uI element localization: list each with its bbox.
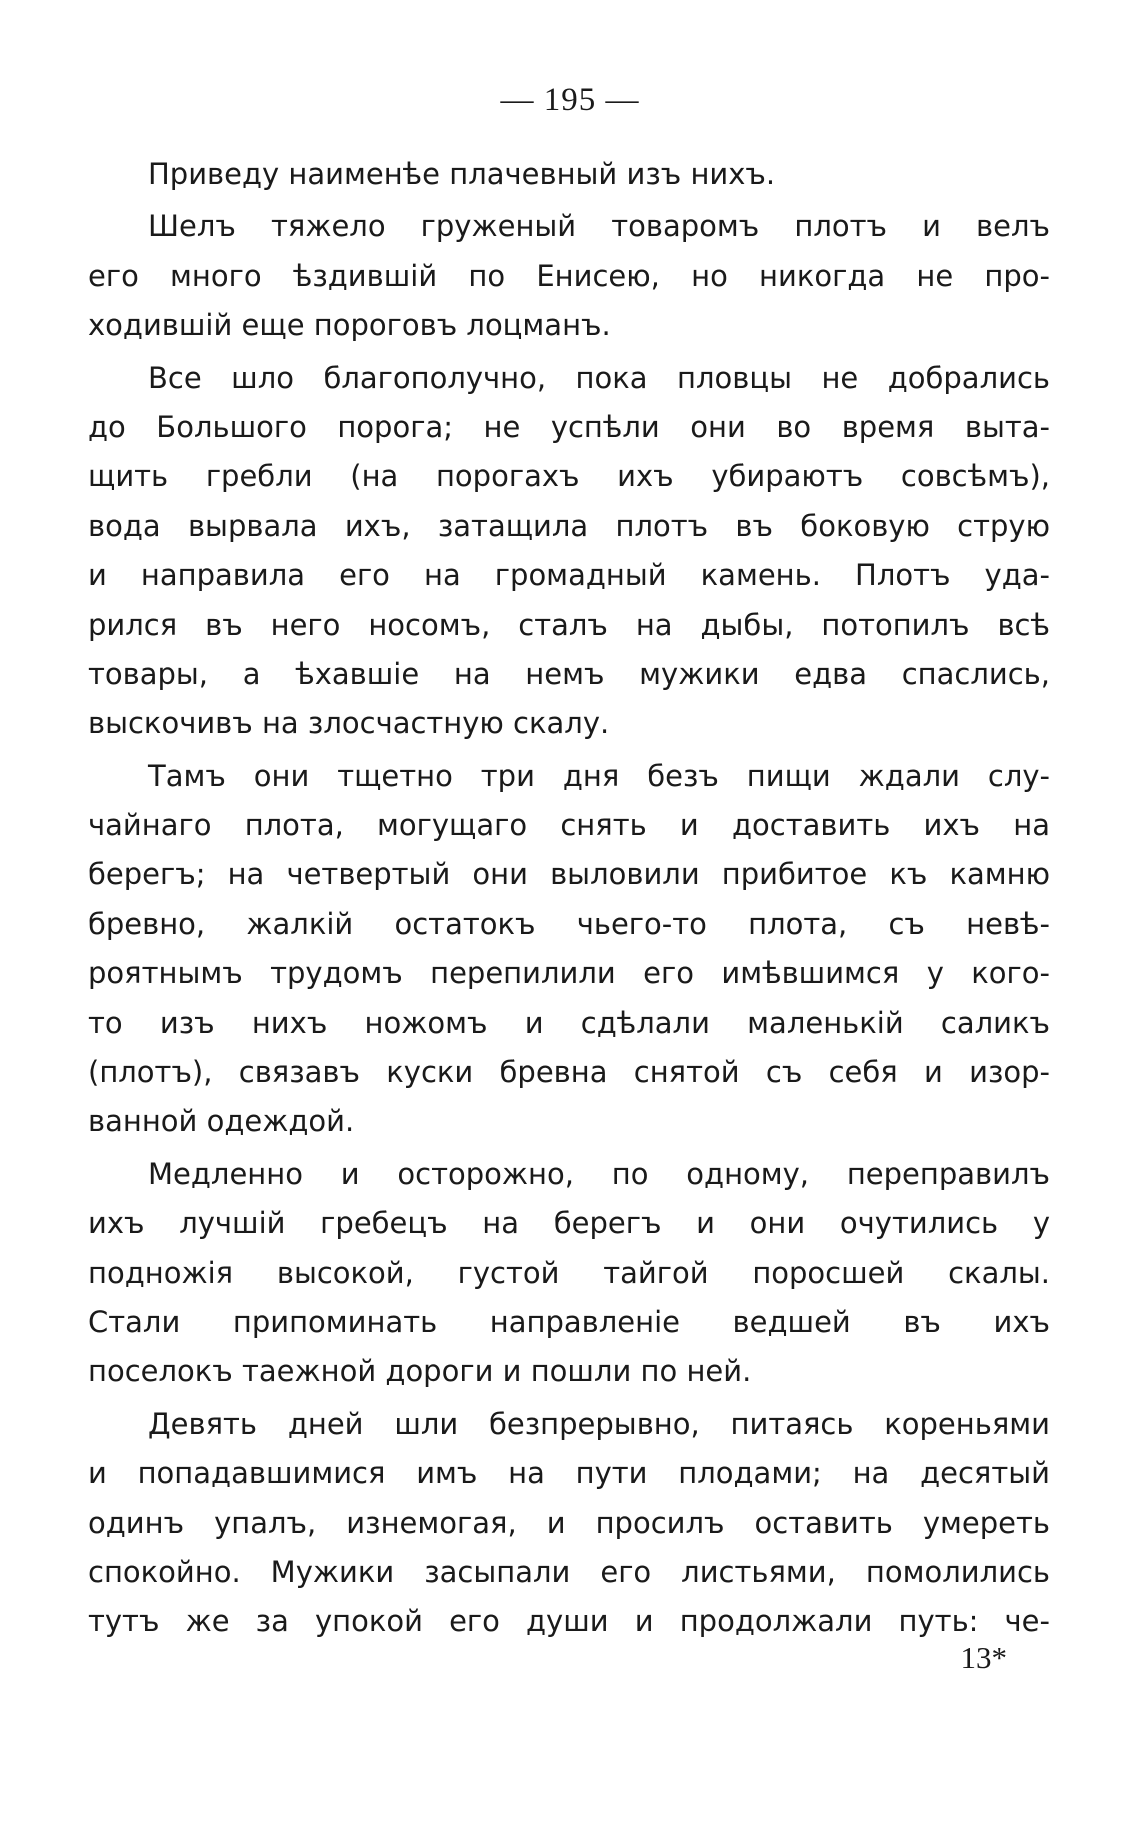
page-number: — 195 — xyxy=(500,82,640,118)
text-line: Стали припоминать направленіе ведшей въ ихъ xyxy=(88,1304,1050,1339)
text-line: Все шло благополучно, пока пловцы не добрались xyxy=(148,360,1050,395)
text-line: тутъ же за упокой его души и продолжали путь: че- xyxy=(88,1604,1050,1639)
text-line: щить гребли (на порогахъ ихъ убираютъ совсѣмъ), xyxy=(88,459,1050,494)
text-line: ихъ лучшій гребецъ на берегъ и они очутились у xyxy=(88,1206,1050,1241)
text-line: до Большого порога; не успѣли они во время выта- xyxy=(88,409,1050,444)
text-line: Медленно и осторожно, по одному, переправилъ xyxy=(148,1156,1050,1191)
text-line: ходившій еще пороговъ лоцманъ. xyxy=(88,308,611,343)
text-line: и попадавшимися имъ на пути плодами; на десятый xyxy=(88,1456,1050,1491)
text-line: берегъ; на четвертый они выловили прибитое къ камню xyxy=(88,857,1050,892)
text-line: (плотъ), связавъ куски бревна снятой съ себя и изор- xyxy=(88,1055,1050,1090)
text-line: чайнаго плота, могущаго снять и доставить ихъ на xyxy=(88,808,1050,843)
text-line: Приведу наименѣе плачевный изъ нихъ. xyxy=(148,157,776,191)
text-line: поселокъ таежной дороги и пошли по ней. xyxy=(88,1354,752,1389)
text-line: спокойно. Мужики засыпали его листьями, помолились xyxy=(88,1554,1050,1589)
text-line: товары, а ѣхавшіе на немъ мужики едва спаслись, xyxy=(88,656,1050,691)
text-line: Девять дней шли безпрерывно, питаясь кореньями xyxy=(148,1406,1050,1441)
text-line: одинъ упалъ, изнемогая, и просилъ оставить умереть xyxy=(88,1505,1050,1540)
text-line: подножія высокой, густой тайгой поросшей скалы. xyxy=(88,1255,1050,1290)
text-line: бревно, жалкій остатокъ чьего-то плота, съ невѣ- xyxy=(88,906,1050,941)
text-line: рился въ него носомъ, сталъ на дыбы, потопилъ всѣ xyxy=(88,607,1050,642)
body-text xyxy=(88,150,1050,1647)
text-line: то изъ нихъ ножомъ и сдѣлали маленькій саликъ xyxy=(88,1005,1050,1040)
text-line: и направила его на громадный камень. Плотъ уда- xyxy=(88,558,1050,593)
text-line: его много ѣздившій по Енисею, но никогда не про- xyxy=(88,258,1050,293)
text-line: выскочивъ на злосчастную скалу. xyxy=(88,706,610,741)
text-line: ванной одеждой. xyxy=(88,1104,355,1139)
signature-mark: 13* xyxy=(960,1640,1007,1675)
text-line: Тамъ они тщетно три дня безъ пищи ждали слу- xyxy=(148,758,1050,793)
text-line: вода вырвала ихъ, затащила плотъ въ боковую струю xyxy=(88,508,1050,543)
text-line: Шелъ тяжело груженый товаромъ плотъ и велъ xyxy=(148,209,1050,244)
text-line: роятнымъ трудомъ перепилили его имѣвшимся у кого- xyxy=(88,956,1050,991)
